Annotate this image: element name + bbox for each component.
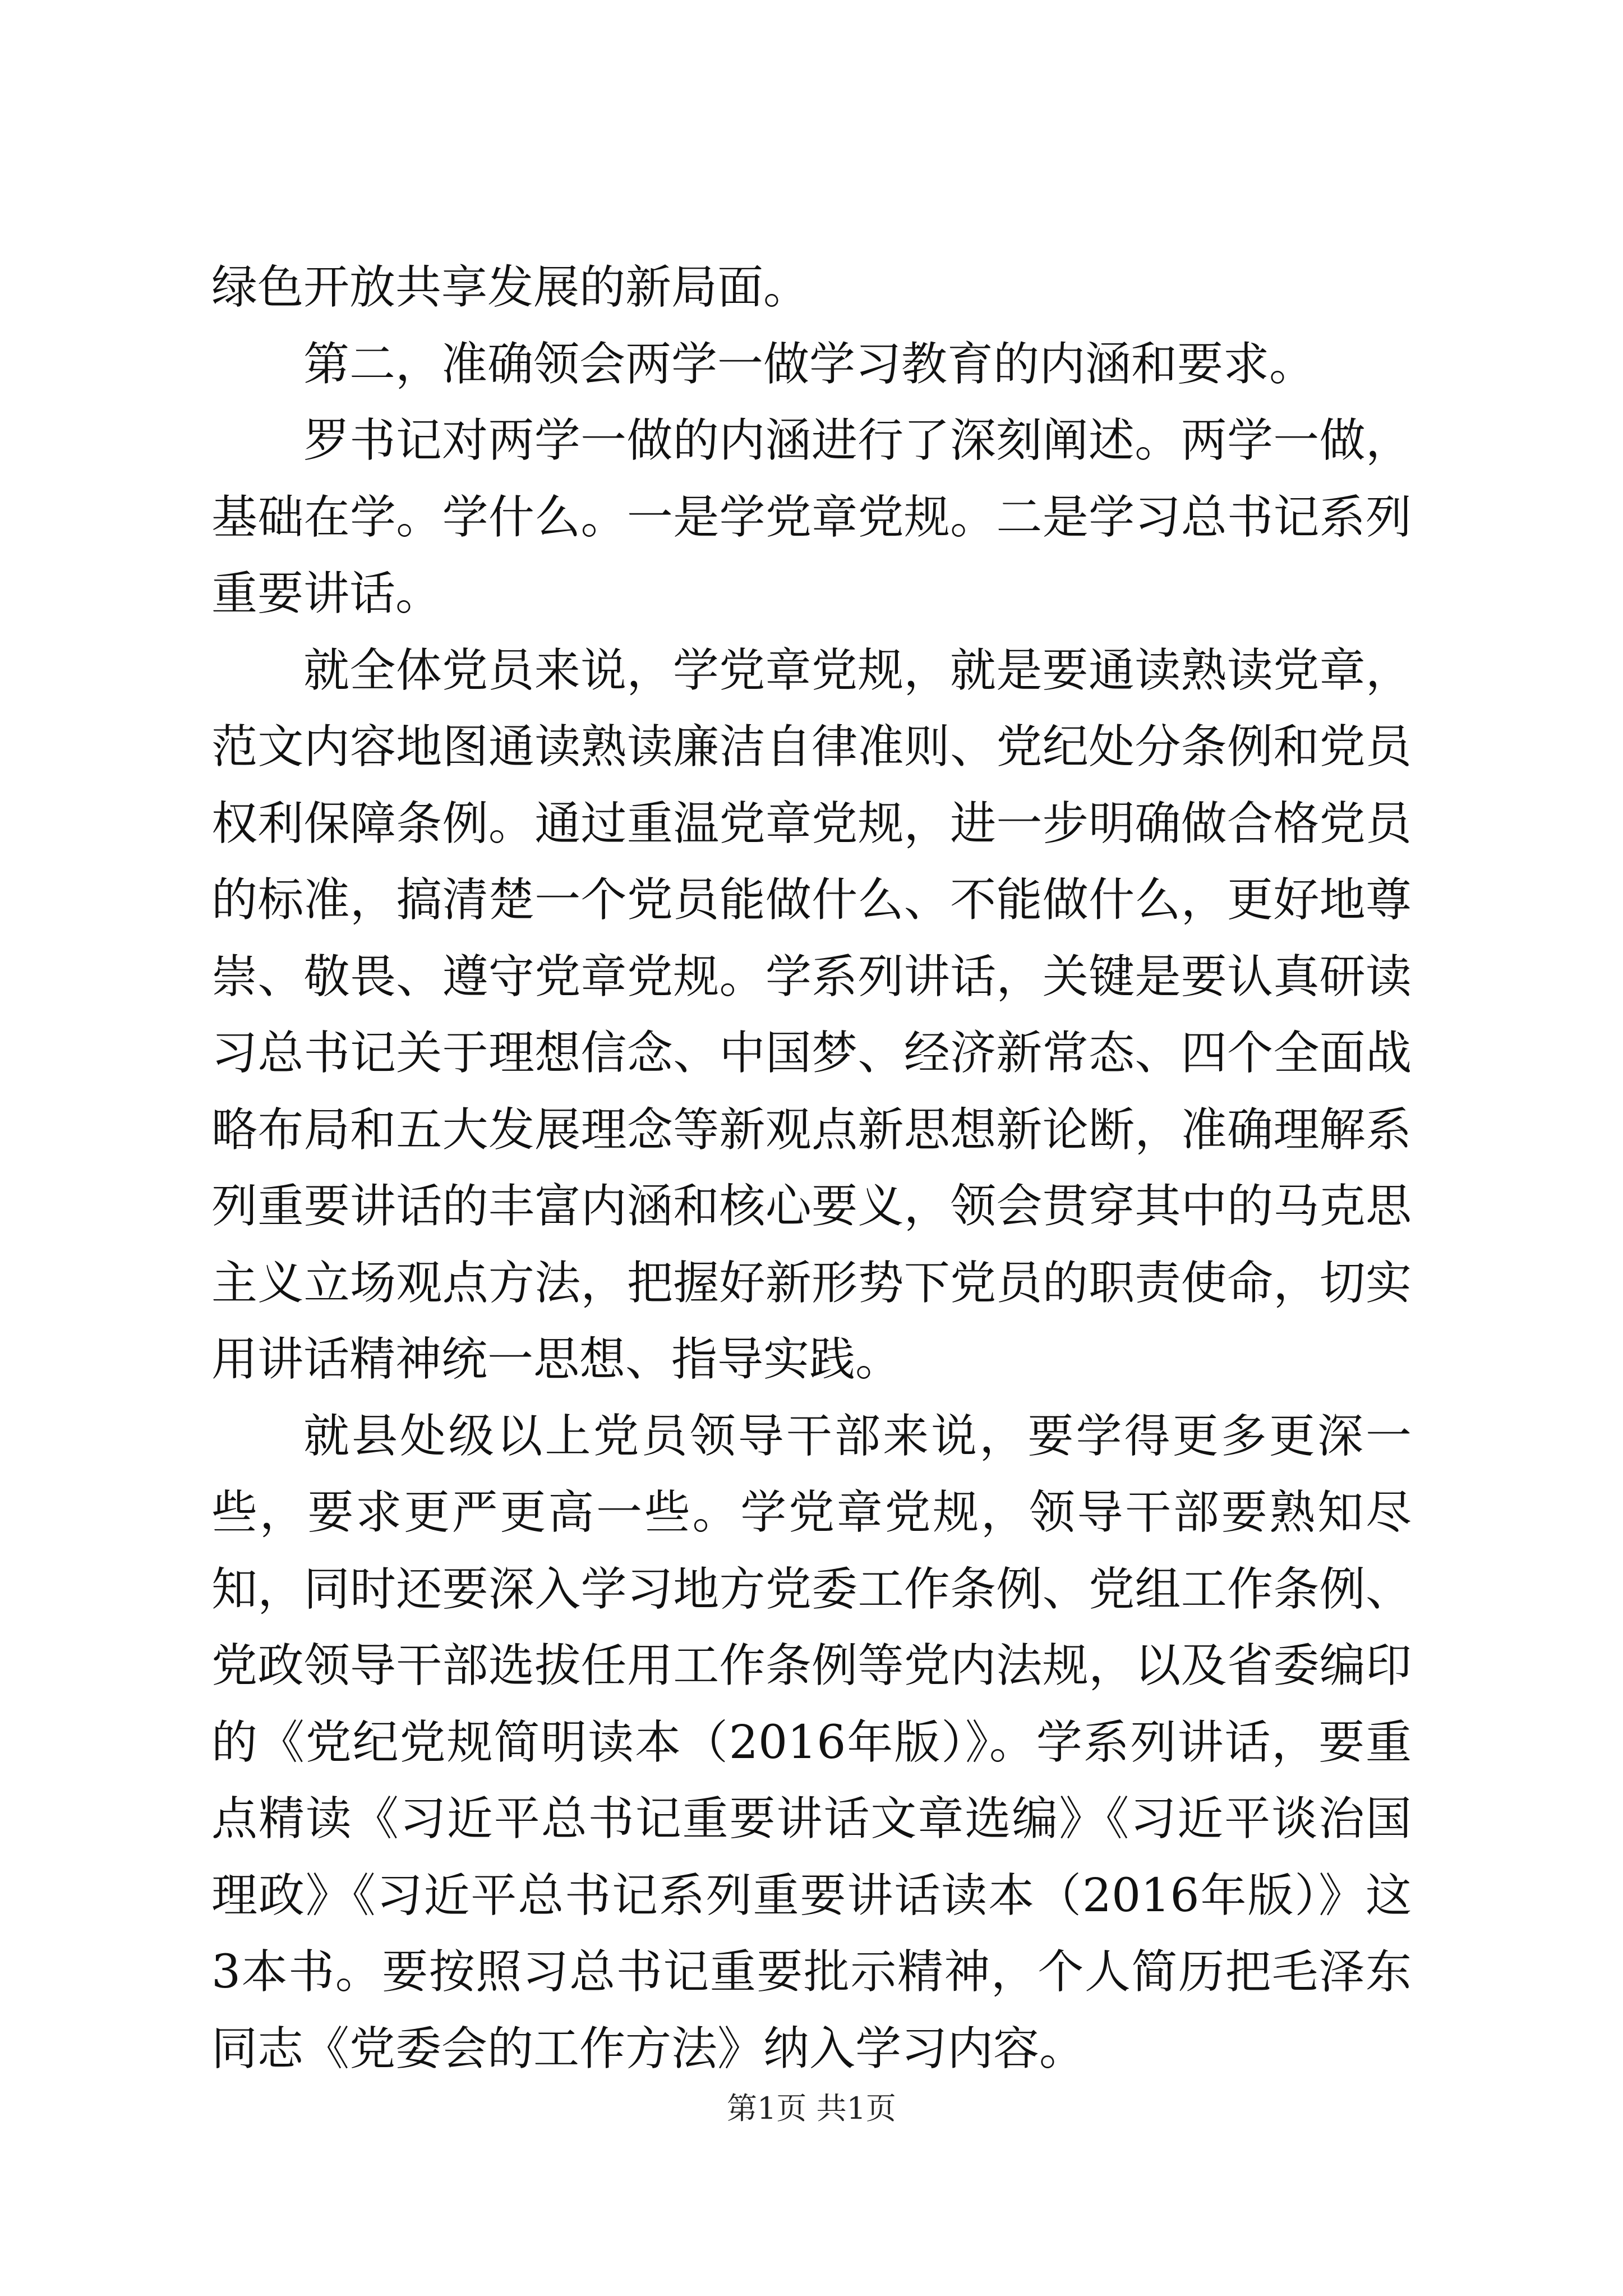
- page-footer: 第1页 共1页: [727, 2091, 896, 2126]
- paragraph-5: 就县处级以上党员领导干部来说，要学得更多更深一些，要求更严更高一些。学党章党规，领导干部要熟知尽知，同时还要深入学习地方党委工作条例、党组工作条例、党政领导干部选拔任用工作条例等党内法规，以及省委编印的《党纪党规简明读本（2016年版）》。学系列讲话，要重点精读《习近平总书记重要讲话文章选编》《习近平谈治国理政》《习近平总书记系列重要讲话读本（2016年版）》这3本书。要按照习总书记重要批示精神，个人简历把毛泽东同志《党委会的工作方法》纳入学习内容。: [211, 1409, 1412, 2076]
- paragraph-3: 罗书记对两学一做的内涵进行了深刻阐述。两学一做，基础在学。学什么。一是学党章党规。二是学习总书记系列重要讲话。: [211, 414, 1412, 620]
- paragraph-4: 就全体党员来说，学党章党规，就是要通读熟读党章，范文内容地图通读熟读廉洁自律准则、党纪处分条例和党员权利保障条例。通过重温党章党规，进一步明确做合格党员的标准，搞清楚一个党员能做什么、不能做什么，更好地尊崇、敬畏、遵守党章党规。学系列讲话，关键是要认真研读习总书记关于理想信念、中国梦、经济新常态、四个全面战略布局和五大发展理念等新观点新思想新论断，准确理解系列重要讲话的丰富内涵和核心要义，领会贯穿其中的马克思主义立场观点方法，把握好新形势下党员的职责使命，切实用讲话精神统一思想、指导实践。: [211, 643, 1412, 1386]
- document-body: [211, 250, 1412, 2087]
- paragraph-1: 绿色开放共享发展的新局面。: [211, 261, 810, 314]
- paragraph-2: 第二，准确领会两学一做学习教育的内涵和要求。: [303, 337, 1316, 391]
